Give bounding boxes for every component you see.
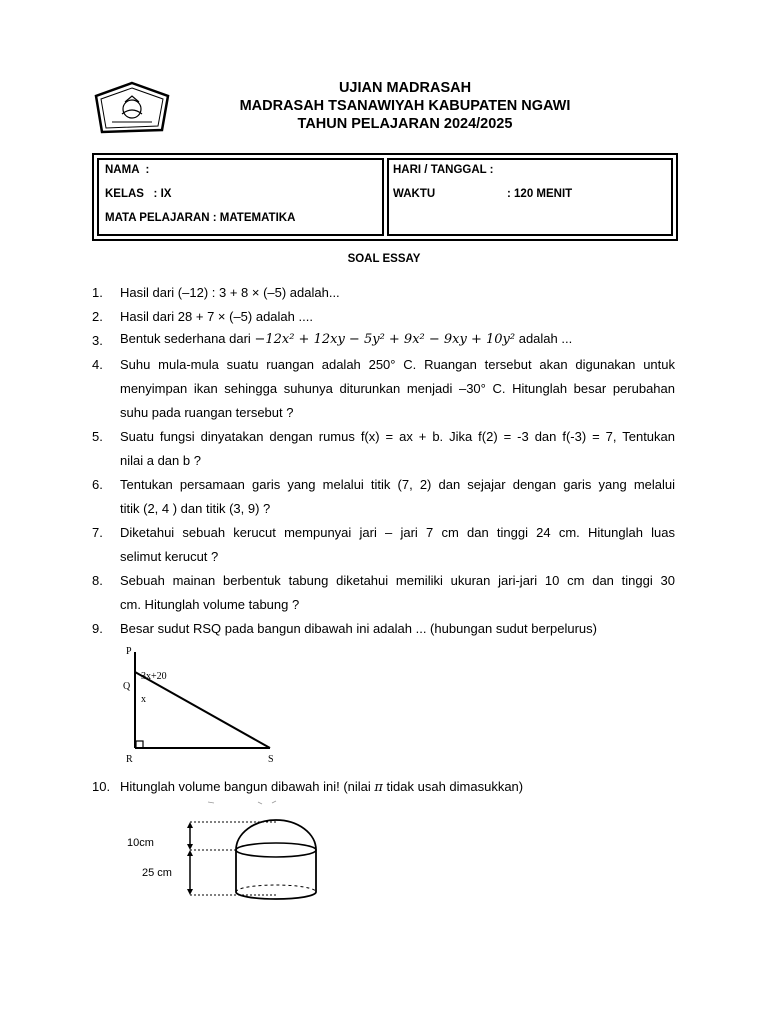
question-number: 6. bbox=[92, 477, 103, 492]
label-10cm: 10cm bbox=[127, 837, 154, 849]
nama-field: NAMA : bbox=[105, 164, 150, 176]
kelas-field: KELAS : IX bbox=[105, 188, 172, 200]
question-10-text bbox=[120, 779, 675, 795]
cylinder-top bbox=[236, 843, 316, 857]
question-7-line-1: Diketahui sebuah kerucut mempunyai jari – jari 7 cm dan tinggi 24 cm. Hitunglah luas bbox=[120, 525, 675, 540]
question-3-text bbox=[120, 331, 675, 347]
cylinder-bottom-back bbox=[236, 885, 316, 892]
label-25cm: 25 cm bbox=[142, 867, 172, 879]
question-5-line-2: nilai a dan b ? bbox=[120, 453, 201, 468]
line-qs bbox=[135, 672, 270, 748]
header-title: UJIAN MADRASAH bbox=[338, 80, 472, 96]
question-4-line-1: Suhu mula-mula suatu ruangan adalah 250° C. Ruangan tersebut akan digunakan untuk bbox=[120, 357, 675, 372]
question-7-line-2: selimut kerucut ? bbox=[120, 549, 219, 564]
madrasah-logo bbox=[92, 80, 172, 138]
question-1-text: Hasil dari (–12) : 3 + 8 × (–5) adalah... bbox=[120, 285, 340, 300]
question-8-line-1: Sebuah mainan berbentuk tabung diketahui memiliki ukuran jari-jari 10 cm dan tinggi 30 bbox=[120, 573, 675, 588]
question-4-line-2: menyimpan ikan sehingga suhunya diturunkan menjadi –30° C. Hitunglah besar perubahan bbox=[120, 381, 675, 396]
cylinder-hemisphere-figure bbox=[110, 800, 350, 910]
question-number: 1. bbox=[92, 285, 103, 300]
info-right-panel bbox=[387, 158, 673, 236]
question-10-suffix: tidak usah dimasukkan) bbox=[382, 779, 524, 794]
question-3-expression: −12x² + 12xy − 5y² + 9x² − 9xy + 10y² bbox=[254, 332, 516, 347]
pi-symbol: π bbox=[374, 780, 383, 795]
question-number: 9. bbox=[92, 621, 103, 636]
right-angle-marker bbox=[136, 741, 143, 748]
mapel-field: MATA PELAJARAN : MATEMATIKA bbox=[105, 212, 296, 224]
header-year: TAHUN PELAJARAN 2024/2025 bbox=[297, 116, 513, 132]
question-3-prefix: Bentuk sederhana dari bbox=[120, 331, 255, 346]
waktu-label: WAKTU bbox=[393, 188, 436, 200]
label-r: R bbox=[126, 754, 133, 765]
label-p: P bbox=[126, 646, 132, 657]
question-number: 2. bbox=[92, 309, 103, 324]
question-number: 4. bbox=[92, 357, 103, 372]
question-9-text: Besar sudut RSQ pada bangun dibawah ini adalah ... (hubungan sudut berpelurus) bbox=[120, 621, 597, 636]
question-number: 3. bbox=[92, 333, 103, 348]
label-q: Q bbox=[123, 681, 131, 692]
triangle-figure bbox=[118, 642, 288, 767]
question-5-line-1: Suatu fungsi dinyatakan dengan rumus f(x) = ax + b. Jika f(2) = -3 dan f(-3) = 7, Tentukan bbox=[120, 429, 675, 444]
header-school: MADRASAH TSANAWIYAH KABUPATEN NGAWI bbox=[239, 98, 571, 114]
question-number: 8. bbox=[92, 573, 103, 588]
label-s: S bbox=[268, 754, 274, 765]
question-2-text: Hasil dari 28 + 7 × (–5) adalah .... bbox=[120, 309, 313, 324]
question-6-line-2: titik (2, 4 ) dan titik (3, 9) ? bbox=[120, 501, 271, 516]
question-8-line-2: cm. Hitunglah volume tabung ? bbox=[120, 597, 300, 612]
angle-label-outer: 3x+20 bbox=[141, 671, 167, 682]
question-6-line-1: Tentukan persamaan garis yang melalui titik (7, 2) dan sejajar dengan garis yang melalui bbox=[120, 477, 675, 492]
angle-label-inner: x bbox=[141, 694, 146, 705]
question-10-prefix: Hitunglah volume bangun dibawah ini! (nilai bbox=[120, 779, 375, 794]
student-info-box bbox=[92, 153, 678, 241]
info-left-panel bbox=[97, 158, 384, 236]
waktu-value: : 120 MENIT bbox=[507, 188, 573, 200]
question-number: 5. bbox=[92, 429, 103, 444]
question-3-suffix: adalah ... bbox=[515, 331, 573, 346]
hari-field: HARI / TANGGAL : bbox=[393, 164, 494, 176]
question-number: 10. bbox=[92, 779, 111, 794]
question-number: 7. bbox=[92, 525, 103, 540]
question-4-line-3: suhu pada ruangan tersebut ? bbox=[120, 405, 294, 420]
section-title: SOAL ESSAY bbox=[347, 253, 421, 265]
